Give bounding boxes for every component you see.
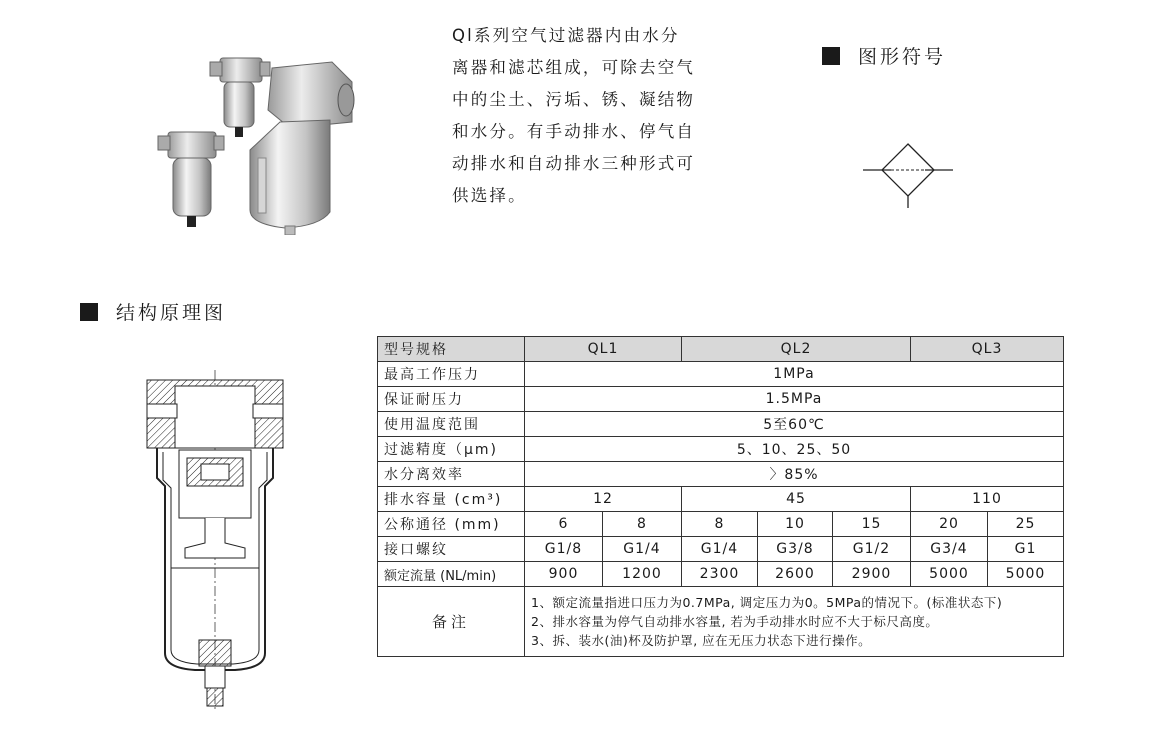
- intro-paragraph: [452, 20, 752, 212]
- square-bullet-icon: [822, 47, 840, 65]
- notes-row: [378, 587, 1064, 657]
- diameter-value: 20: [911, 512, 988, 537]
- table-row: [378, 487, 1064, 512]
- thread-value: G1/4: [603, 537, 682, 562]
- table-row: [378, 387, 1064, 412]
- flow-value: 900: [525, 562, 603, 587]
- thread-value: G3/4: [911, 537, 988, 562]
- notes-label: 备注: [378, 587, 525, 657]
- row-value: 〉85%: [525, 462, 1064, 487]
- table-row: [378, 512, 1064, 537]
- capacity-value: 45: [682, 487, 911, 512]
- row-value: 1.5MPa: [525, 387, 1064, 412]
- filter-symbol-diagram: [858, 138, 958, 210]
- symbol-section-heading: [822, 42, 946, 69]
- row-label: 水分离效率: [378, 462, 525, 487]
- large-filter: [250, 62, 354, 235]
- table-row: [378, 537, 1064, 562]
- intro-line: 供选择。: [452, 186, 527, 205]
- capacity-value: 12: [525, 487, 682, 512]
- note-line: 1、额定流量指进口压力为0.7MPa, 调定压力为0。5MPa的情况下。(标准状态下): [531, 595, 1003, 610]
- row-label: 公称通径 (mm): [378, 512, 525, 537]
- model-header: QL3: [911, 337, 1064, 362]
- capacity-value: 110: [911, 487, 1064, 512]
- thread-value: G1/2: [833, 537, 911, 562]
- flow-value: 2300: [682, 562, 758, 587]
- intro-line: 中的尘土、污垢、锈、凝结物: [452, 90, 696, 109]
- thread-value: G1: [988, 537, 1064, 562]
- diameter-value: 8: [603, 512, 682, 537]
- small-filter-bottom: [158, 132, 224, 227]
- table-header-row: [378, 337, 1064, 362]
- note-line: 3、拆、装水(油)杯及防护罩, 应在无压力状态下进行操作。: [531, 633, 872, 648]
- notes-cell: [525, 587, 1064, 657]
- thread-value: G1/4: [682, 537, 758, 562]
- diameter-value: 25: [988, 512, 1064, 537]
- row-label: 排水容量 (cm³): [378, 487, 525, 512]
- structure-diagram: [135, 368, 295, 713]
- flow-value: 1200: [603, 562, 682, 587]
- row-value: 5、10、25、50: [525, 437, 1064, 462]
- intro-line: 和水分。有手动排水、停气自: [452, 122, 696, 141]
- flow-value: 2900: [833, 562, 911, 587]
- header-label: 型号规格: [378, 337, 525, 362]
- small-filter-top: [210, 58, 270, 137]
- table-row: [378, 412, 1064, 437]
- table-row: [378, 362, 1064, 387]
- model-header: QL2: [682, 337, 911, 362]
- diameter-value: 6: [525, 512, 603, 537]
- table-row: [378, 562, 1064, 587]
- row-label: 额定流量 (NL/min): [378, 562, 525, 587]
- table-row: [378, 462, 1064, 487]
- product-photo: [140, 40, 365, 235]
- row-label: 接口螺纹: [378, 537, 525, 562]
- diameter-value: 8: [682, 512, 758, 537]
- structure-section-heading: [80, 298, 226, 325]
- thread-value: G1/8: [525, 537, 603, 562]
- symbol-section-title: 图形符号: [858, 46, 947, 68]
- intro-line: 离器和滤芯组成，可除去空气: [452, 58, 696, 77]
- diameter-value: 10: [758, 512, 833, 537]
- square-bullet-icon: [80, 303, 98, 321]
- row-label: 过滤精度（μm): [378, 437, 525, 462]
- model-header: QL1: [525, 337, 682, 362]
- structure-section-title: 结构原理图: [116, 302, 227, 324]
- row-value: 1MPa: [525, 362, 1064, 387]
- row-label: 保证耐压力: [378, 387, 525, 412]
- row-label: 最高工作压力: [378, 362, 525, 387]
- spec-table: [377, 336, 1064, 657]
- intro-line: 动排水和自动排水三种形式可: [452, 154, 696, 173]
- thread-value: G3/8: [758, 537, 833, 562]
- table-row: [378, 437, 1064, 462]
- note-line: 2、排水容量为停气自动排水容量, 若为手动排水时应不大于标尺高度。: [531, 614, 939, 629]
- intro-line: Ql系列空气过滤器内由水分: [452, 26, 680, 45]
- diameter-value: 15: [833, 512, 911, 537]
- row-label: 使用温度范围: [378, 412, 525, 437]
- row-value: 5至60℃: [525, 412, 1064, 437]
- flow-value: 2600: [758, 562, 833, 587]
- flow-value: 5000: [911, 562, 988, 587]
- flow-value: 5000: [988, 562, 1064, 587]
